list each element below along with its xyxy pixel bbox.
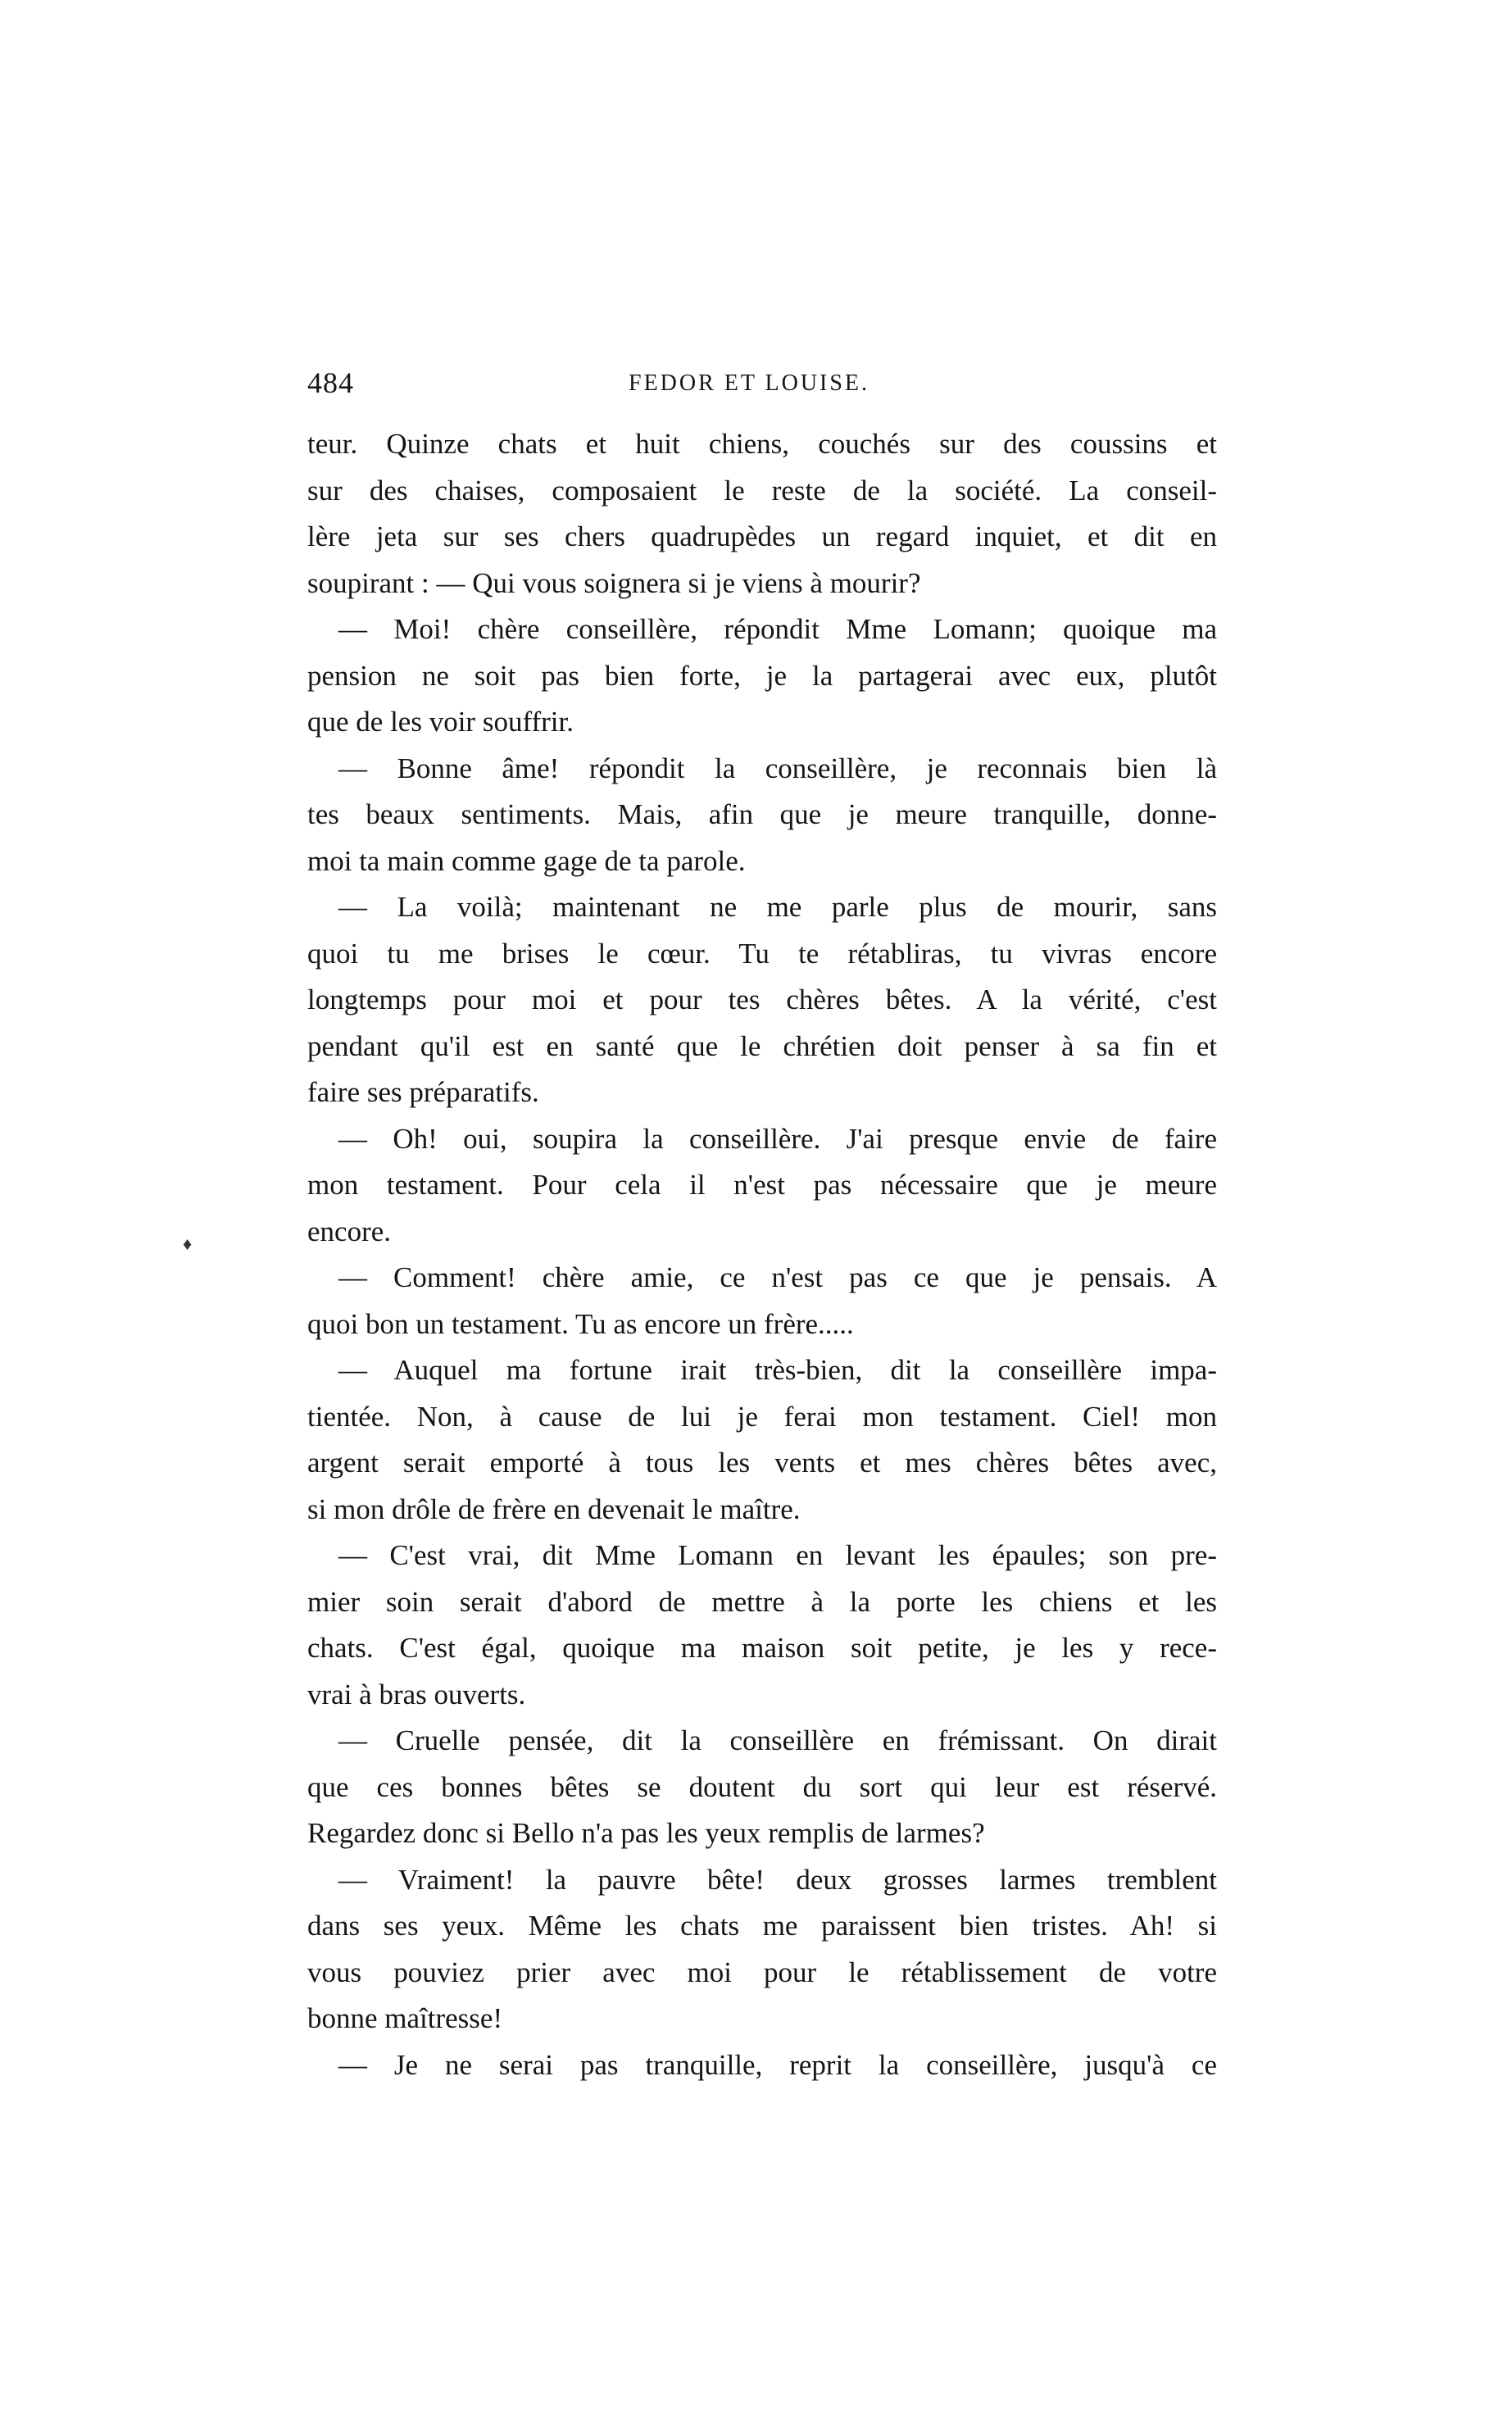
text-line: mier soin serait d'abord de mettre à la porte les chiens et les [307,1585,1217,1618]
text-line: longtemps pour moi et pour tes chères bêtes. A la vérité, c'est [307,984,1217,1015]
text-line: vrai à bras ouverts. [307,1678,526,1710]
text-line: Regardez donc si Bello n'a pas les yeux remplis de larmes? [307,1817,985,1849]
text-line: — Vraiment! la pauvre bête! deux grosses larmes tremblent [338,1863,1217,1896]
text-line: que de les voir souffrir. [307,706,574,738]
text-line: soupirant : — Qui vous soignera si je viens à mourir? [307,566,921,599]
text-line: — Cruelle pensée, dit la conseillère en frémissant. On dirait [338,1724,1217,1756]
text-line: tes beaux sentiments. Mais, afin que je meure tranquille, donne- [307,798,1217,830]
text-line: vous pouviez prier avec moi pour le rétablissement de votre [307,1956,1217,1988]
text-line: chats. C'est égal, quoique ma maison soit petite, je les y rece- [307,1632,1217,1664]
text-line: quoi tu me brises le cœur. Tu te rétabliras, tu vivras encore [307,937,1217,970]
text-line: moi ta main comme gage de ta parole. [307,844,746,877]
text-line: mon testament. Pour cela il n'est pas nécessaire que je meure [307,1169,1217,1201]
page-number: 484 [307,366,354,399]
text-line: pendant qu'il est en santé que le chrétien doit penser à sa fin et [307,1029,1217,1062]
text-line: teur. Quinze chats et huit chiens, couchés sur des coussins et [307,428,1217,460]
text-line: pension ne soit pas bien forte, je la partagerai avec eux, plutôt [307,659,1217,692]
margin-mark: ♦ [183,1233,193,1254]
text-line: — Comment! chère amie, ce n'est pas ce que je pensais. A [338,1261,1217,1293]
text-line: — C'est vrai, dit Mme Lomann en levant les épaules; son pre- [338,1539,1217,1571]
text-line: que ces bonnes bêtes se doutent du sort qui leur est réservé. [307,1770,1217,1803]
text-line: bonne maîtresse! [307,2002,503,2034]
text-line: tientée. Non, à cause de lui je ferai mon testament. Ciel! mon [307,1400,1217,1433]
text-line: — Bonne âme! répondit la conseillère, je reconnais bien là [338,752,1217,784]
text-line: lère jeta sur ses chers quadrupèdes un regard inquiet, et dit en [307,520,1217,552]
page-header [307,366,1217,407]
text-line: — Oh! oui, soupira la conseillère. J'ai presque envie de faire [338,1122,1217,1155]
text-line: sur des chaises, composaient le reste de la société. La conseil- [307,474,1217,507]
text-line: dans ses yeux. Même les chats me paraissent bien tristes. Ah! si [307,1910,1217,1942]
text-line: encore. [307,1215,392,1247]
text-line: — La voilà; maintenant ne me parle plus de mourir, sans [338,891,1217,923]
text-line: — Auquel ma fortune irait très-bien, dit la conseillère impa- [338,1354,1217,1386]
text-line: quoi bon un testament. Tu as encore un frère..... [307,1307,854,1340]
text-line: — Je ne serai pas tranquille, reprit la conseillère, jusqu'à ce [338,2048,1217,2081]
running-title: FEDOR ET LOUISE. [629,370,870,396]
text-line: argent serait emporté à tous les vents et mes chères bêtes avec, [307,1447,1217,1479]
text-line: faire ses préparatifs. [307,1076,539,1108]
text-line: — Moi! chère conseillère, répondit Mme Lomann; quoique ma [338,613,1217,645]
body-text [307,421,1217,2088]
text-line: si mon drôle de frère en devenait le maître. [307,1492,801,1525]
